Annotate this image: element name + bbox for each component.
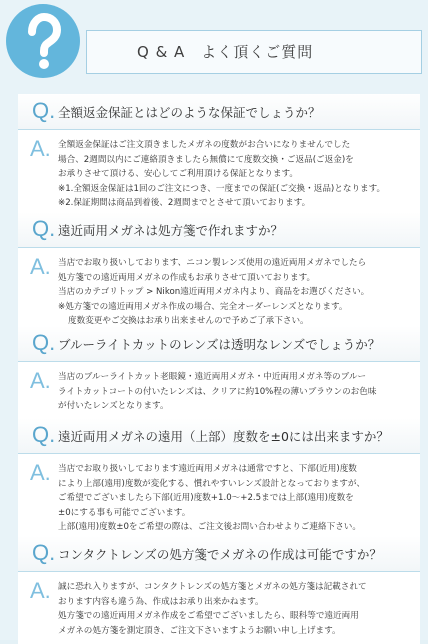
answer-line: 当店でお取り扱いしております、ニコン製レンズ使用の遠近両用メガネでしたら xyxy=(58,258,367,268)
answer-note: ※2.保証期間は商品到着後、2週間までとさせて頂いております。 xyxy=(58,198,311,209)
answer-line: 誠に恐れ入りますが、コンタクトレンズの処方箋とメガネの処方箋は記載されて xyxy=(58,582,367,592)
page-title: Q & A よく頂くご質問 xyxy=(137,43,314,61)
answer-line: おります内容も違う為、作成はお承り出来かねます。 xyxy=(58,596,264,607)
answer-line: 当店のカテゴリトップ > Nikon遠近両用メガネ内より、商品をお選びください。 xyxy=(58,287,370,298)
answer-body xyxy=(18,130,420,217)
answer-line: ご希望でございましたら下部(近用)度数+1.0〜+2.5までは上部(遠用)度数を xyxy=(58,493,354,504)
qa-item-1 xyxy=(18,94,420,217)
question-bar xyxy=(18,326,420,362)
question-text: ブルーライトカットのレンズは透明なレンズでしょうか？ xyxy=(58,337,381,352)
answer-line: メガネの処方箋を測定頂き、ご注文下さいますようお願い申し上げます。 xyxy=(58,625,341,636)
question-bar xyxy=(18,212,420,248)
question-text: 遠近両用メガネの遠用（上部）度数を±0には出来ますか？ xyxy=(58,429,389,444)
a-mark: A. xyxy=(30,368,51,393)
answer-line: ±0にする事も可能でございます。 xyxy=(58,507,191,518)
answer-line: ライトカットコートの付いたレンズは、クリアに約10%程の薄いブラウンのお色味 xyxy=(58,386,377,397)
qa-item-4 xyxy=(18,418,420,541)
answer-line: 上部(遠用)度数±0をご希望の際は、ご注文後お問い合わせよりご連絡下さい。 xyxy=(58,522,361,533)
question-mark-icon xyxy=(6,4,80,78)
question-text: 全額返金保証とはどのような保証でしょうか？ xyxy=(58,105,321,120)
answer-line: により上部(遠用)度数が変化する、慣れやすいレンズ設計となっておりますが、 xyxy=(58,478,366,489)
answer-body xyxy=(18,572,420,644)
answer-note: ※1.全額返金保証は1回のご注文につき、一度までの保証(ご交換・返品)となります。 xyxy=(58,183,386,194)
q-mark: Q. xyxy=(32,540,56,565)
faq-header xyxy=(0,0,428,90)
question-text: 遠近両用メガネは処方箋で作れますか？ xyxy=(58,223,284,238)
answer-line: 当店のブルーライトカット老眼鏡・遠近両用メガネ・中近両用メガネ等のブルー xyxy=(58,372,367,382)
q-mark: Q. xyxy=(32,98,56,123)
a-mark: A. xyxy=(30,460,51,485)
answer-note: ※処方箋での遠近両用メガネ作成の場合、完全オーダーレンズとなります。 xyxy=(58,301,348,312)
qa-item-3 xyxy=(18,326,420,420)
question-bar xyxy=(18,418,420,454)
answer-line: 場合、2週間以内にご連絡頂きましたら無償にて度数交換・ご返品(ご返金)を xyxy=(58,154,354,165)
qa-item-2 xyxy=(18,212,420,335)
question-bar xyxy=(18,94,420,130)
answer-line: 当店でお取り扱いしております遠近両用メガネは通常ですと、下部(近用)度数 xyxy=(58,464,357,474)
a-mark: A. xyxy=(30,578,51,603)
answer-body xyxy=(18,362,420,420)
q-mark: Q. xyxy=(32,216,56,241)
answer-line: お承りさせて頂ける、安心してご利用頂ける保証となります。 xyxy=(58,169,298,180)
answer-line: が付いたレンズとなります。 xyxy=(58,401,169,412)
answer-line: 処方箋での遠近両用メガネの作成もお承りさせて頂いております。 xyxy=(58,272,316,283)
question-text: コンタクトレンズの処方箋でメガネの作成は可能ですか？ xyxy=(58,547,382,562)
answer-note: 度数変更やご交換はお承り出来ませんので予めご了承下さい。 xyxy=(68,316,309,327)
q-mark: Q. xyxy=(32,422,56,447)
question-bar xyxy=(18,536,420,572)
qa-item-5 xyxy=(18,536,420,644)
title-bar xyxy=(86,30,422,74)
answer-body xyxy=(18,454,420,541)
answer-body xyxy=(18,248,420,335)
a-mark: A. xyxy=(30,136,51,161)
answer-line: 処方箋での遠近両用メガネ作成をご希望でございましたら、眼科等で遠近両用 xyxy=(58,611,359,622)
a-mark: A. xyxy=(30,254,51,279)
answer-line: 全額返金保証はご注文頂きましたメガネの度数がお合いになりませんでした xyxy=(58,140,351,150)
q-mark: Q. xyxy=(32,330,56,355)
